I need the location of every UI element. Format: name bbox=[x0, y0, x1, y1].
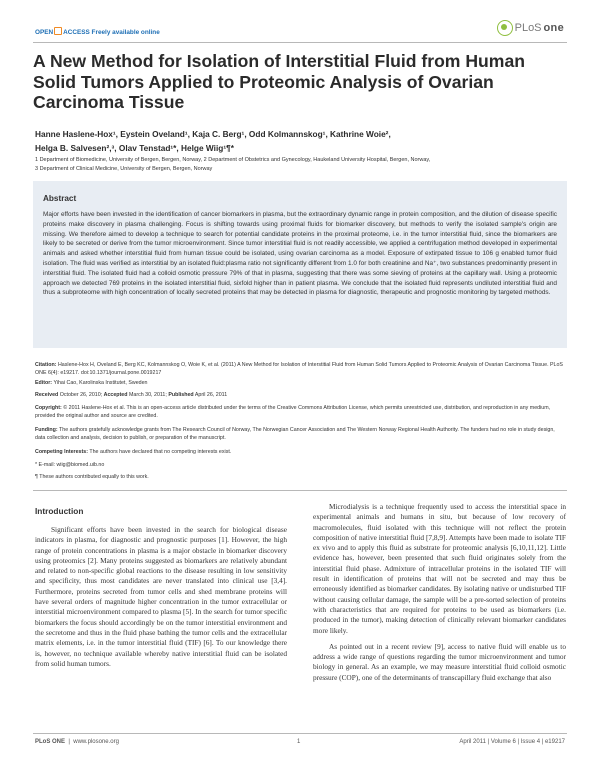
open-access-label-b: ACCESS bbox=[63, 29, 90, 36]
introduction-heading: Introduction bbox=[35, 506, 84, 516]
header-rule bbox=[33, 42, 567, 43]
metadata-rule bbox=[33, 490, 567, 491]
open-access-lock-icon bbox=[54, 27, 62, 35]
citation-text: Haslene-Hox H, Oveland E, Berg KC, Kolmannskog O, Woie K, et al. (2011) A New Method for Isolation of Interstitial Fluid from Human Solid Tumors Applied to Proteomic Analysis of Ovarian Carcinoma Tissue. PLoS ONE 6(4): e19217. doi:10.1371/journal.pone.0019217 bbox=[35, 362, 563, 376]
email bbox=[35, 462, 565, 470]
author-line-2: Helga B. Salvesen²,³, Olav Tenstad¹*, Helge Wiig¹¶* bbox=[35, 142, 234, 153]
logo-one-text: one bbox=[543, 22, 564, 34]
received-date: October 26, 2010; bbox=[59, 392, 103, 398]
accepted-label: Accepted bbox=[103, 392, 128, 398]
footer-rule bbox=[33, 733, 567, 734]
article-title: A New Method for Isolation of Interstitial Fluid from Human Solid Tumors Applied to Proteomic Analysis of Ovarian Carcinoma Tissue bbox=[33, 51, 525, 112]
received-label: Received bbox=[35, 392, 59, 398]
published-date: April 26, 2011 bbox=[194, 392, 228, 398]
abstract-heading: Abstract bbox=[43, 194, 77, 203]
footer-journal-name: PLoS ONE bbox=[35, 739, 66, 745]
footer-url[interactable]: www.plosone.org bbox=[73, 739, 119, 745]
page-number: 1 bbox=[297, 739, 301, 745]
author-list bbox=[35, 128, 565, 155]
competing-text: The authors have declared that no competing interests exist. bbox=[89, 449, 232, 455]
published-label: Published bbox=[168, 392, 194, 398]
freely-available-label: Freely available online bbox=[91, 29, 160, 36]
open-access-banner bbox=[35, 27, 160, 36]
footer-issue: April 2011 | Volume 6 | Issue 4 | e19217 bbox=[459, 739, 565, 745]
funding-text: The authors gratefully acknowledge grants from The Research Council of Norway, The Norwegian Cancer Association and The Western Norway Regional Health Authority. The funders had no role in study design, data collection and analysis, decision to publish, or preparation of the manuscript. bbox=[35, 427, 555, 441]
author-line-1: Hanne Haslene-Hox¹, Eystein Oveland¹, Kaja C. Berg¹, Odd Kolmannskog¹, Kathrine Woie², bbox=[35, 129, 391, 139]
competing-interests bbox=[35, 449, 565, 457]
email-text: * E-mail: wiig@biomed.uib.no bbox=[35, 462, 105, 468]
right-column bbox=[313, 502, 566, 683]
dates bbox=[35, 392, 565, 400]
plos-one-logo bbox=[497, 20, 564, 36]
copyright bbox=[35, 405, 565, 420]
copyright-text: © 2011 Haslene-Hox et al. This is an open-access article distributed under the terms of the Creative Commons Attribution License, which permits unrestricted use, distribution, and reproduction in any medium, provided the original author and source are credited. bbox=[35, 405, 551, 419]
plos-one-logo-icon bbox=[497, 20, 513, 36]
editor bbox=[35, 380, 565, 388]
logo-plos-text: PLoS bbox=[514, 22, 542, 34]
intro-paragraph-1: Significant efforts have been invested in the search for biological disease indicators in plasma, for diagnostic and prognostic purposes [1]. However, the high range of protein concentrations in plasma is a major obstacle in biomarker discovery using proteomics [2]. Many proteins suggested as biomarkers are relatively abundant and related to non-specific global reactions to the disease resulting in low sensitivity and specificity, thus most candidates are never translated into clinical use [3,4]. Furthermore, proteins secreted from tumor cells and shed membrane proteins will have several orders of magnitude higher concentration in the tumor extracellular or interstitial microenvironment compared to plasma [5]. In the search for tumor specific biomarkers the focus should accordingly be on the tumor interstitial environment and the secretome and thus in the fluid phase bathing the tumor cells and the extracellular matrix elements, i.e. in the tumor interstitial fluid (TIF) [6]. To our knowledge there is, however, no technique available whereby native interstitial fluid can be isolated from solid human tumors. bbox=[35, 525, 287, 668]
citation bbox=[35, 362, 565, 377]
funding bbox=[35, 427, 565, 442]
affiliation-line-1: 1 Department of Biomedicine, University of Bergen, Bergen, Norway, 2 Department of Obstetrics and Gynecology, Haukeland University Hospital, Bergen, Norway, bbox=[35, 157, 431, 163]
competing-label: Competing Interests: bbox=[35, 449, 88, 455]
equal-contribution bbox=[35, 474, 565, 482]
intro-paragraph-2: Microdialysis is a technique frequently used to access the interstitial space in experimental animals and humans in situ, but because of low recovery of macromolecules, fluid isolated with this technique will not reflect the protein composition of native interstitial fluid [7,8,9]. Attempts have been made to isolate TIF ex vivo and to apply this fluid as substrate for proteomic analysis [6,10,11,12]. Little evidence has, however, been presented that such fluid originates solely from the interstitial fluid phase. Admixture of intracellular proteins in the isolated TIF will result in identification of proteins that will not be secreted and may thus be erroneously identified as biomarker candidates. By isolating native or undisturbed TIF without causing cellular damage, the sample will be a pre-sorted selection of proteins with characteristics that are required for proteins to be used as biomarkers (i.e. produced in the tumor), making detection of clinically relevant biomarker candidates more likely. bbox=[313, 502, 566, 635]
funding-label: Funding: bbox=[35, 427, 58, 433]
open-access-label-a: OPEN bbox=[35, 29, 54, 36]
citation-label: Citation: bbox=[35, 362, 57, 368]
copyright-label: Copyright: bbox=[35, 405, 62, 411]
accepted-date: March 30, 2011; bbox=[128, 392, 167, 398]
affiliations bbox=[35, 156, 565, 174]
left-column bbox=[35, 525, 287, 669]
intro-paragraph-3: As pointed out in a recent review [9], access to native fluid will enable us to address a wide range of questions regarding the tumor microenvironment and tumor biology in general. As an example, we may measure interstitial fluid colloid osmotic pressure (COP), one of the determinants of transcapillary fluid exchange that also bbox=[313, 641, 566, 682]
footer-journal: PLoS ONE | www.plosone.org bbox=[35, 739, 119, 745]
editor-text: Yihai Cao, Karolinska Institutet, Sweden bbox=[53, 380, 148, 386]
abstract-text: Major efforts have been invested in the identification of cancer biomarkers in plasma, but the extraordinary dynamic range in protein composition, and the dilution of disease specific proteins make discovery in plasma challenging. Focus is shifting towards using proximal fluids for biomarker discovery, but methods to verify the isolated sample's origin are missing. We therefore aimed to develop a technique to search for potential candidate proteins in the proximal proteome, i.e. in the tumor interstitial fluid, since the biomarkers are likely to be secreted or derive from the tumor microenvironment. Since tumor interstitial fluid is not readily accessible, we applied a centrifugation method developed in experimental animals and asked whether interstitial fluid from human tissue could be isolated, using ovarian carcinoma as a model. Exposure of extirpated tissue to 106 g enabled tumor fluid isolation. The fluid was verified as interstitial by an isolated fluid:plasma ratio not significantly different from 1.0 for both creatinine and Na⁺, two substances predominantly present in interstitial fluid. The isolated fluid had a colloid osmotic pressure 79% of that in plasma, suggesting that there was some sieving of proteins at the capillary wall. Using a proteomic approach we detected 769 proteins in the isolated interstitial fluid, sixfold higher than in patient plasma. We conclude that the isolated fluid represents undiluted interstitial fluid and thus a subproteome with high concentration of locally secreted proteins that may be detected in plasma for diagnostic, therapeutic and prognostic monitoring by targeted methods. bbox=[43, 211, 557, 297]
abstract-box bbox=[33, 181, 567, 348]
affiliation-line-2: 3 Department of Clinical Medicine, University of Bergen, Bergen, Norway bbox=[35, 165, 213, 172]
editor-label: Editor: bbox=[35, 380, 53, 386]
equal-contribution-text: ¶ These authors contributed equally to this work. bbox=[35, 474, 149, 480]
